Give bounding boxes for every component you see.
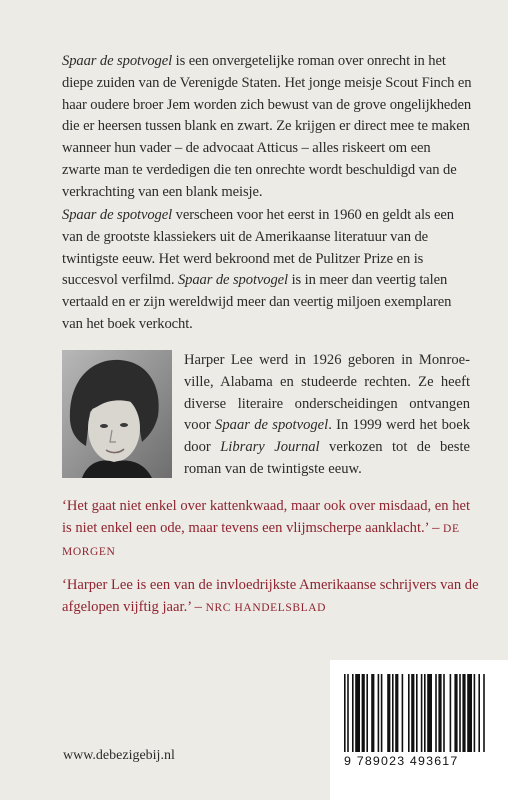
- barcode-bar: [424, 674, 426, 752]
- barcode-bar: [427, 674, 432, 752]
- barcode-bar: [392, 674, 394, 752]
- author-section: [62, 350, 470, 481]
- blurb-paragraph-2: [62, 205, 472, 336]
- quote-source: NRC HANDELSBLAD: [205, 601, 327, 614]
- book-title: Spaar de spotvogel: [62, 53, 173, 69]
- barcode-bar: [352, 674, 354, 752]
- barcode-bar: [378, 674, 380, 752]
- barcode-icon: [344, 674, 494, 752]
- quote-dash: –: [191, 598, 206, 615]
- publisher-website[interactable]: www.debezigebij.nl: [63, 748, 175, 763]
- barcode-bar: [435, 674, 437, 752]
- barcode-bar: [395, 674, 398, 752]
- book-title: Spaar de spotvogel: [177, 272, 289, 289]
- barcode-bar: [366, 674, 368, 752]
- barcode-bar: [483, 674, 485, 752]
- barcode-bar: [387, 674, 390, 752]
- book-title: Spaar de spotvogel: [215, 417, 329, 434]
- barcode-bar: [438, 674, 441, 752]
- barcode-bar: [402, 674, 404, 752]
- barcode-bar: [411, 674, 414, 752]
- quote-dash: –: [428, 519, 444, 536]
- barcode-bar: [454, 674, 457, 752]
- quote-source: DE MORGEN: [62, 522, 460, 558]
- blurb-text: is in meer dan veertig talen vertaald en er zijn wereldwijd meer dan veertig miljoen exemplaren van het boek verkocht.: [62, 272, 452, 332]
- barcode-bar: [462, 674, 465, 752]
- barcode-bar: [443, 674, 445, 752]
- review-quote-1: [62, 496, 482, 563]
- barcode-bar: [355, 674, 360, 752]
- author-bio-text: . In 1999 werd het boek door: [184, 417, 471, 456]
- barcode-bar: [467, 674, 472, 752]
- author-photo: [62, 350, 172, 478]
- isbn-number: 9 789023 493617: [344, 754, 459, 768]
- barcode-bar: [421, 674, 423, 752]
- review-quote-2: [62, 575, 482, 620]
- barcode-bar: [450, 674, 452, 752]
- barcode-bar: [347, 674, 349, 752]
- barcode-panel: [330, 660, 508, 800]
- barcode-bar: [474, 674, 476, 752]
- barcode-bar: [408, 674, 410, 752]
- author-portrait-image: [62, 350, 172, 478]
- blurb-text: verscheen voor het eerst in 1960 en geldt als een van de grootste klassiekers uit de Amerikaanse literatuur van de twintigste eeuw. Het werd bekroond met de Pulitzer Prize en is succesvol verfilmd.: [62, 207, 454, 289]
- barcode-bar: [344, 674, 346, 752]
- quote-text: ‘Het gaat niet enkel over kattenkwaad, maar ook over misdaad, en het is niet enkel een ode, maar tevens een vlijmscherpe aanklacht.’: [62, 498, 471, 536]
- barcode-bar: [416, 674, 418, 752]
- barcode-bar: [478, 674, 480, 752]
- journal-name: Library Journal: [220, 439, 320, 456]
- barcode-bar: [362, 674, 365, 752]
- barcode-bar: [381, 674, 383, 752]
- barcode-bar: [371, 674, 374, 752]
- quote-text: ‘Harper Lee is een van de invloedrijkste Amerikaanse schrijvers van de afgelopen vijftig jaar.’: [62, 577, 479, 615]
- blurb-paragraph-1: [62, 51, 472, 204]
- author-bio-text: Harper Lee werd in 1926 geboren in Monroeville, Alabama en studeerde rechten. Ze heeft diverse literaire onderscheidingen ontvangen voor: [184, 352, 470, 434]
- book-title: Spaar de spotvogel: [62, 207, 173, 223]
- author-bio-text: verkozen tot de beste roman van de twintigste eeuw.: [184, 439, 470, 477]
- barcode-bar: [459, 674, 461, 752]
- blurb-text: is een onvergetelijke roman over onrecht in het diepe zuiden van de Verenigde Staten. Het jonge meisje Scout Finch en haar oudere broer Jem worden zich bewust van de grove ongelijkheden die er heersen tussen blank en zwart. Ze krijgen er direct mee te maken wanneer hun vader – de advocaat Atticus – alles riskeert om een zwarte man te verdedigen die ten onrechte wordt beschuldigd van de verkrachting van een blank meisje.: [62, 53, 472, 200]
